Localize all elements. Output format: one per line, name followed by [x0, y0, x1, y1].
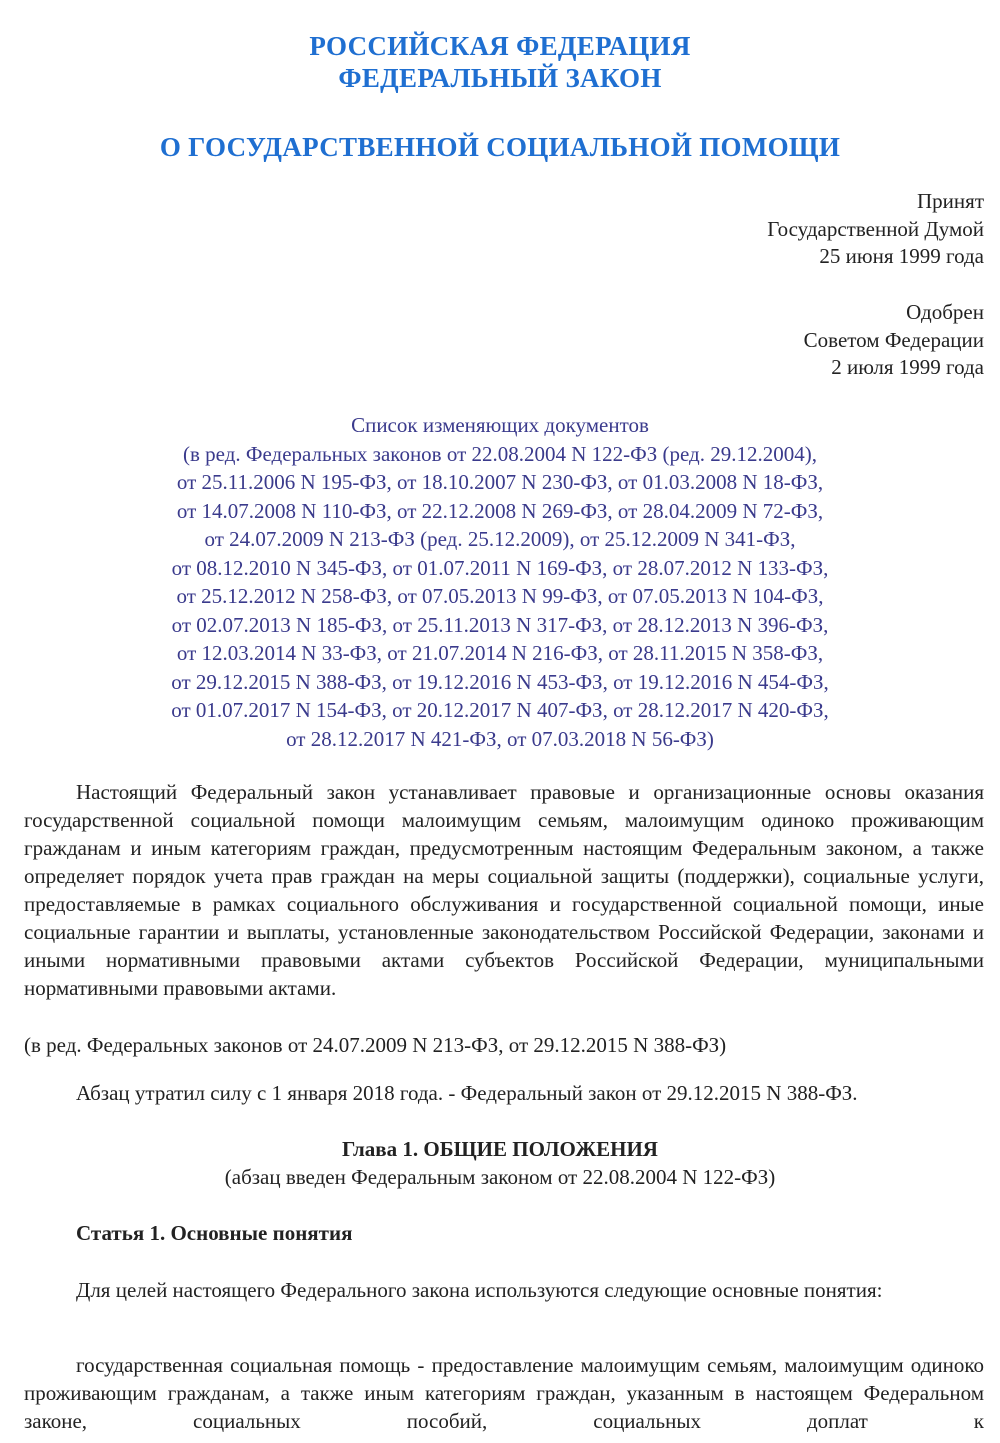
document-header — [0, 30, 1000, 94]
adoption-council-line: Одобрен — [906, 300, 984, 324]
adoption-council-line: 2 июля 1999 года — [831, 355, 984, 379]
change-list-line[interactable]: от 02.07.2013 N 185-ФЗ, от 25.11.2013 N 317-ФЗ, от 28.12.2013 N 396-ФЗ, — [171, 612, 829, 637]
article-1-definition — [24, 1351, 984, 1443]
article-1-title: Статья 1. Основные понятия — [76, 1221, 353, 1245]
preamble-amendment-text: (в ред. Федеральных законов от 24.07.2009 N 213-ФЗ, от 29.12.2015 N 388-ФЗ) — [24, 1033, 727, 1057]
change-list-line[interactable]: от 24.07.2009 N 213-ФЗ (ред. 25.12.2009), от 25.12.2009 N 341-ФЗ, — [204, 527, 796, 551]
adoption-council-line: Советом Федерации — [803, 327, 984, 352]
chapter-note: (абзац введен Федеральным законом от 22.08.2004 N 122-ФЗ) — [224, 1165, 776, 1189]
lost-force-text: Абзац утратил силу с 1 января 2018 года. - Федеральный закон от 29.12.2015 N 388-ФЗ. — [76, 1081, 858, 1105]
change-list-line[interactable]: от 01.07.2017 N 154-ФЗ, от 20.12.2017 N 407-ФЗ, от 28.12.2017 N 420-ФЗ, — [171, 698, 829, 722]
article-1-definition-text: государственная социальная помощь - предоставление малоимущим семьям, малоимущим одиноко проживающим гражданам, а также иным категориям граждан, указанным в настоящем Федеральном законе, социальных пособий, социальных доплат к — [24, 1353, 984, 1433]
change-list-line[interactable]: от 14.07.2008 N 110-ФЗ, от 22.12.2008 N 269-ФЗ, от 28.04.2009 N 72-ФЗ, — [176, 498, 824, 523]
change-list — [0, 411, 1000, 753]
preamble-text: Настоящий Федеральный закон устанавливает правовые и организационные основы оказания государственной социальной помощи малоимущим семьям, малоимущим одиноко проживающим гражданам и иным категориям граждан, предусмотренным настоящим Федеральным законом, а также определяет порядок учета прав граждан на меры социальной защиты (поддержки), социальные услуги, предоставляемые в рамках социального обслуживания и государственной социальной помощи, иные социальные гарантии и выплаты, установленные законодательством Российской Федерации, законами и иными нормативными правовыми актами субъектов Российской Федерации, муниципальными нормативными правовыми актами. — [24, 780, 984, 1000]
preamble-amendment — [24, 1031, 984, 1059]
country-heading: РОССИЙСКАЯ ФЕДЕРАЦИЯ — [309, 31, 691, 61]
change-list-line[interactable]: от 29.12.2015 N 388-ФЗ, от 19.12.2016 N 453-ФЗ, от 19.12.2016 N 454-ФЗ, — [171, 669, 829, 694]
change-list-line[interactable]: от 08.12.2010 N 345-ФЗ, от 01.07.2011 N 169-ФЗ, от 28.07.2012 N 133-ФЗ, — [171, 555, 829, 580]
lost-force-paragraph — [24, 1079, 984, 1107]
change-list-line[interactable]: (в ред. Федеральных законов от 22.08.2004 N 122-ФЗ (ред. 29.12.2004), — [183, 441, 817, 466]
adoption-federation-council — [804, 299, 984, 382]
adoption-duma-line: Государственной Думой — [767, 216, 984, 241]
change-list-line[interactable]: от 12.03.2014 N 33-ФЗ, от 21.07.2014 N 216-ФЗ, от 28.11.2015 N 358-ФЗ, — [176, 641, 824, 665]
preamble-paragraph — [24, 778, 984, 1002]
chapter-1-heading — [0, 1135, 1000, 1191]
adoption-duma-line: Принят — [917, 189, 984, 213]
change-list-line[interactable]: от 25.11.2006 N 195-ФЗ, от 18.10.2007 N 230-ФЗ, от 01.03.2008 N 18-ФЗ, — [176, 470, 824, 494]
change-list-line[interactable]: от 28.12.2017 N 421-ФЗ, от 07.03.2018 N 56-ФЗ) — [286, 726, 714, 751]
adoption-duma-line: 25 июня 1999 года — [819, 244, 984, 268]
article-1-intro — [24, 1276, 984, 1304]
document-type-heading: ФЕДЕРАЛЬНЫЙ ЗАКОН — [338, 63, 662, 93]
change-list-line[interactable]: от 25.12.2012 N 258-ФЗ, от 07.05.2013 N 99-ФЗ, от 07.05.2013 N 104-ФЗ, — [176, 584, 824, 608]
adoption-duma — [767, 188, 984, 271]
law-title: О ГОСУДАРСТВЕННОЙ СОЦИАЛЬНОЙ ПОМОЩИ — [159, 132, 841, 162]
change-list-heading: Список изменяющих документов — [351, 413, 649, 437]
article-1-intro-text: Для целей настоящего Федерального закона используются следующие основные понятия: — [76, 1278, 883, 1302]
chapter-title: Глава 1. ОБЩИЕ ПОЛОЖЕНИЯ — [342, 1137, 658, 1161]
